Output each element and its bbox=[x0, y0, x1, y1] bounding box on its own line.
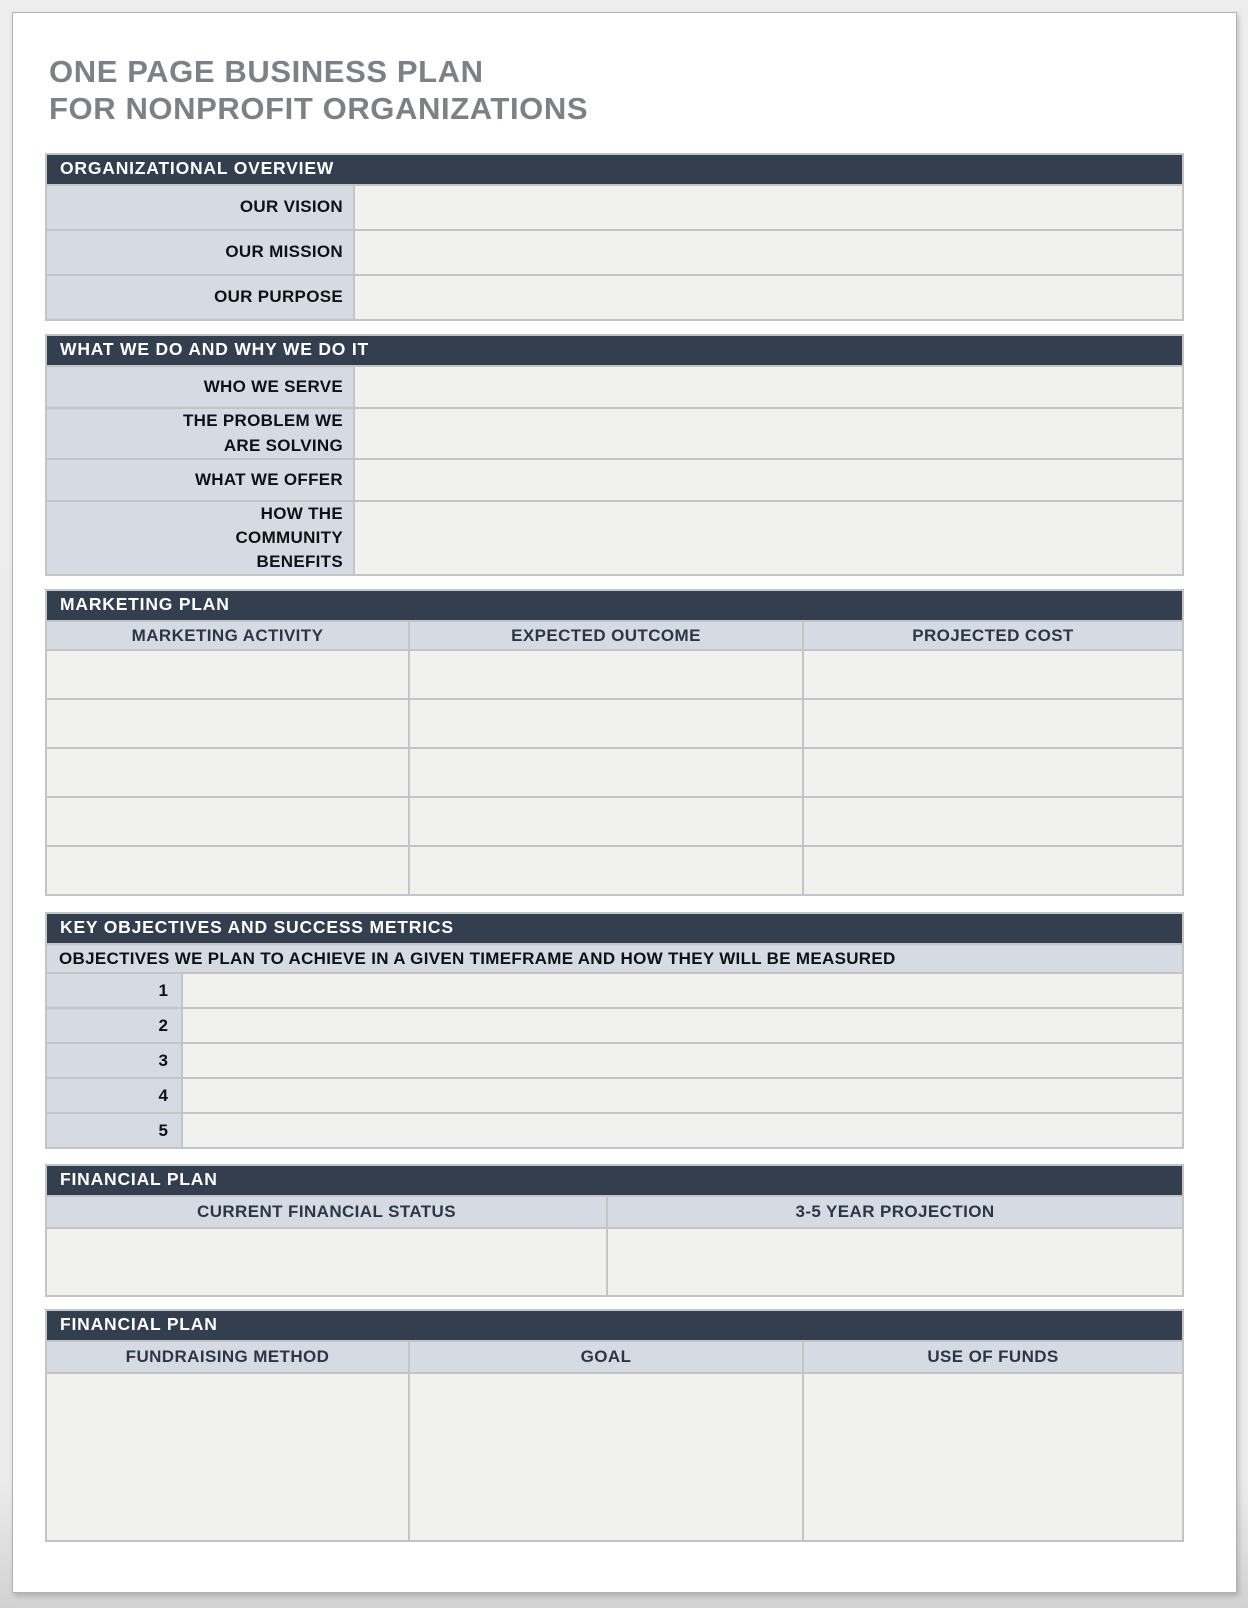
field-how-community-benefits[interactable] bbox=[355, 502, 1182, 574]
field-projected-cost-row5[interactable] bbox=[804, 847, 1182, 894]
section-header-key-objectives: KEY OBJECTIVES AND SUCCESS METRICS bbox=[47, 914, 1182, 943]
column-header-goal: GOAL bbox=[410, 1342, 802, 1372]
column-header-projected-cost: PROJECTED COST bbox=[804, 622, 1182, 649]
section-header-marketing-plan: MARKETING PLAN bbox=[47, 591, 1182, 620]
section-organizational-overview bbox=[45, 153, 1184, 321]
field-3-5-year-projection[interactable] bbox=[608, 1229, 1182, 1295]
field-projected-cost-row3[interactable] bbox=[804, 749, 1182, 796]
row-label-our-mission: OUR MISSION bbox=[47, 231, 353, 274]
column-header-3-5-year-projection: 3-5 YEAR PROJECTION bbox=[608, 1197, 1182, 1227]
row-label-our-vision: OUR VISION bbox=[47, 186, 353, 229]
key-objectives-subtitle: OBJECTIVES WE PLAN TO ACHIEVE IN A GIVEN TIMEFRAME AND HOW THEY WILL BE MEASURED bbox=[47, 945, 1182, 972]
column-header-marketing-activity: MARKETING ACTIVITY bbox=[47, 622, 408, 649]
field-marketing-activity-row1[interactable] bbox=[47, 651, 408, 698]
field-projected-cost-row2[interactable] bbox=[804, 700, 1182, 747]
section-financial-plan-fundraising bbox=[45, 1309, 1184, 1542]
field-our-purpose[interactable] bbox=[355, 276, 1182, 319]
field-current-financial-status[interactable] bbox=[47, 1229, 606, 1295]
row-label-what-we-offer: WHAT WE OFFER bbox=[47, 460, 353, 500]
field-marketing-activity-row3[interactable] bbox=[47, 749, 408, 796]
row-label-our-purpose: OUR PURPOSE bbox=[47, 276, 353, 319]
field-objective-5[interactable] bbox=[183, 1114, 1182, 1147]
field-what-we-offer[interactable] bbox=[355, 460, 1182, 500]
document-title-line1: ONE PAGE BUSINESS PLAN bbox=[49, 54, 484, 89]
field-expected-outcome-row1[interactable] bbox=[410, 651, 802, 698]
field-our-mission[interactable] bbox=[355, 231, 1182, 274]
objective-number-1: 1 bbox=[47, 974, 181, 1007]
document-page bbox=[12, 12, 1237, 1593]
field-goal[interactable] bbox=[410, 1374, 802, 1540]
section-header-what-we-do: WHAT WE DO AND WHY WE DO IT bbox=[47, 336, 1182, 365]
section-financial-plan-status bbox=[45, 1164, 1184, 1297]
row-label-problem-we-are-solving: THE PROBLEM WE ARE SOLVING bbox=[47, 409, 353, 458]
objective-number-4: 4 bbox=[47, 1079, 181, 1112]
section-marketing-plan bbox=[45, 589, 1184, 896]
document-title bbox=[49, 53, 1236, 127]
field-marketing-activity-row5[interactable] bbox=[47, 847, 408, 894]
field-objective-4[interactable] bbox=[183, 1079, 1182, 1112]
field-objective-2[interactable] bbox=[183, 1009, 1182, 1042]
section-header-financial-plan-status: FINANCIAL PLAN bbox=[47, 1166, 1182, 1195]
field-our-vision[interactable] bbox=[355, 186, 1182, 229]
field-projected-cost-row4[interactable] bbox=[804, 798, 1182, 845]
section-header-financial-plan-fundraising: FINANCIAL PLAN bbox=[47, 1311, 1182, 1340]
column-header-fundraising-method: FUNDRAISING METHOD bbox=[47, 1342, 408, 1372]
field-objective-1[interactable] bbox=[183, 974, 1182, 1007]
section-key-objectives bbox=[45, 912, 1184, 1149]
document-title-line2: FOR NONPROFIT ORGANIZATIONS bbox=[49, 91, 589, 126]
objective-number-5: 5 bbox=[47, 1114, 181, 1147]
field-expected-outcome-row5[interactable] bbox=[410, 847, 802, 894]
objective-number-2: 2 bbox=[47, 1009, 181, 1042]
section-header-organizational-overview: ORGANIZATIONAL OVERVIEW bbox=[47, 155, 1182, 184]
field-use-of-funds[interactable] bbox=[804, 1374, 1182, 1540]
row-label-who-we-serve: WHO WE SERVE bbox=[47, 367, 353, 407]
field-expected-outcome-row3[interactable] bbox=[410, 749, 802, 796]
column-header-expected-outcome: EXPECTED OUTCOME bbox=[410, 622, 802, 649]
field-expected-outcome-row4[interactable] bbox=[410, 798, 802, 845]
field-objective-3[interactable] bbox=[183, 1044, 1182, 1077]
field-fundraising-method[interactable] bbox=[47, 1374, 408, 1540]
field-who-we-serve[interactable] bbox=[355, 367, 1182, 407]
field-projected-cost-row1[interactable] bbox=[804, 651, 1182, 698]
column-header-use-of-funds: USE OF FUNDS bbox=[804, 1342, 1182, 1372]
section-what-we-do bbox=[45, 334, 1184, 576]
field-expected-outcome-row2[interactable] bbox=[410, 700, 802, 747]
field-marketing-activity-row2[interactable] bbox=[47, 700, 408, 747]
objective-number-3: 3 bbox=[47, 1044, 181, 1077]
field-problem-we-are-solving[interactable] bbox=[355, 409, 1182, 458]
row-label-how-community-benefits: HOW THE COMMUNITY BENEFITS bbox=[47, 502, 353, 574]
field-marketing-activity-row4[interactable] bbox=[47, 798, 408, 845]
column-header-current-financial-status: CURRENT FINANCIAL STATUS bbox=[47, 1197, 606, 1227]
